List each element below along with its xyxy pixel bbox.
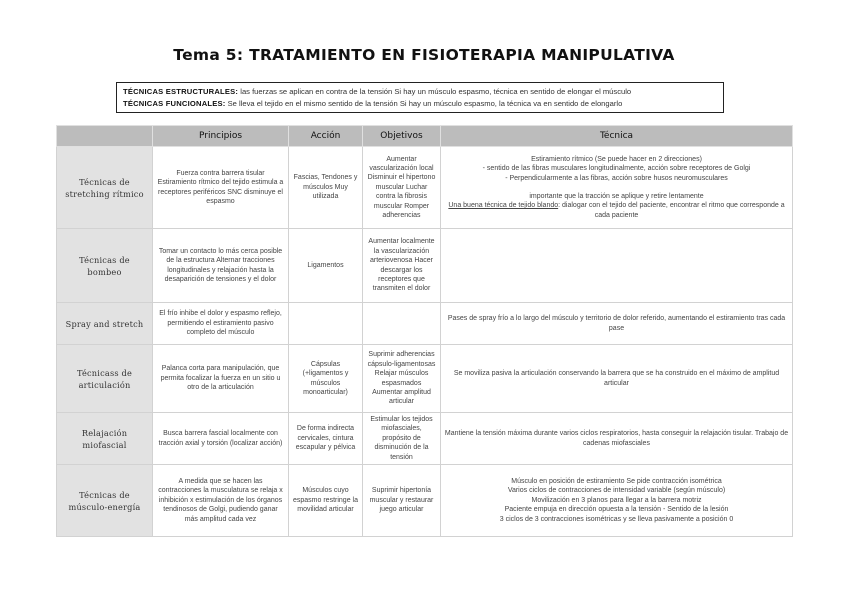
row-heading: Técnicass de articulación (57, 345, 153, 413)
cell-objetivos: Suprimir adherencias cápsulo-ligamentosas Relajar músculos espasmados Aumentar amplitud articular (363, 345, 441, 413)
tecnica-line: 3 ciclos de 3 contracciones isométricas y se lleva pasivamente a posición 0 (499, 515, 734, 523)
header-blank (57, 126, 153, 147)
table-row (57, 345, 793, 413)
cell-objetivos: Aumentar localmente la vascularización arteriovenosa Hacer descargar los receptores que transmiten el dolor (363, 229, 441, 303)
cell-tecnica: Se moviliza pasiva la articulación conservando la barrera que se ha construido en el máximo de amplitud articular (441, 345, 793, 413)
cell-objetivos: Estimular los tejidos miofasciales, propósito de disminución de la tensión (363, 413, 441, 465)
cell-principios: El frío inhibe el dolor y espasmo reflejo, permitiendo el estiramiento pasivo completo del músculo (153, 303, 289, 345)
table-row (57, 413, 793, 465)
header-accion: Acción (289, 126, 363, 147)
cell-tecnica: Pases de spray frío a lo largo del músculo y territorio de dolor referido, aumentando el estiramiento tras cada pase (441, 303, 793, 345)
row-heading: Técnicas de stretching rítmico (57, 147, 153, 229)
header-tecnica: Técnica (441, 126, 793, 147)
cell-accion: Cápsulas (+ligamentos y músculos monoarticular) (289, 345, 363, 413)
definition-functional (123, 98, 717, 110)
tecnica-line: - Perpendicularmente a las fibras, acción sobre husos neuromusculares (505, 174, 728, 182)
definition-text: las fuerzas se aplican en contra de la tensión Si hay un músculo espasmo, técnica en sentido de elongar el músculo (238, 87, 632, 96)
cell-accion: Fascias, Tendones y músculos Muy utilizada (289, 147, 363, 229)
tecnica-line: Músculo en posición de estiramiento Se pide contracción isométrica (511, 478, 722, 486)
cell-tecnica (441, 147, 793, 229)
cell-objetivos: Suprimir hipertonía muscular y restaurar juego articular (363, 465, 441, 537)
cell-principios: Fuerza contra barrera tisular Estiramiento rítmico del tejido estimula a receptores periféricos SNC disminuye el espasmo (153, 147, 289, 229)
tecnica-line: Una buena técnica de tejido blando: dialogar con el tejido del paciente, encontrar el ritmo que corresponde a cada paciente (448, 202, 785, 219)
cell-principios: Busca barrera fascial localmente con tracción axial y torsión (localizar acción) (153, 413, 289, 465)
page-title: Tema 5: TRATAMIENTO EN FISIOTERAPIA MANIPULATIVA (173, 46, 675, 64)
definitions-box (116, 82, 724, 113)
table-row (57, 465, 793, 537)
cell-tecnica (441, 465, 793, 537)
row-heading: Técnicas de músculo-energía (57, 465, 153, 537)
header-principios: Principios (153, 126, 289, 147)
cell-principios: A medida que se hacen las contracciones la musculatura se relaja x inhibición x estimulación de los órganos tendinosos de Golgi, pudiendo ganar más amplitud cada vez (153, 465, 289, 537)
cell-accion: Músculos cuyo espasmo restringe la movilidad articular (289, 465, 363, 537)
tecnica-line: - sentido de las fibras musculares longitudinalmente, acción sobre receptores de Golgi (482, 165, 751, 173)
definition-term: TÉCNICAS FUNCIONALES: (123, 98, 226, 108)
row-heading: Spray and stretch (57, 303, 153, 345)
techniques-table (56, 125, 793, 537)
cell-objetivos: Aumentar vascularización local Disminuir el hipertono muscular Luchar contra la fibrosis muscular Romper adherencias (363, 147, 441, 229)
tecnica-line: Estiramiento rítmico (Se puede hacer en 2 direcciones) (531, 155, 702, 163)
table-row (57, 147, 793, 229)
row-heading: Técnicas de bombeo (57, 229, 153, 303)
tecnica-line: Movilización en 3 planos para llegar a la barrera motriz (531, 496, 702, 504)
cell-tecnica (441, 229, 793, 303)
table-row (57, 229, 793, 303)
tecnica-line: Varios ciclos de contracciones de intensidad variable (según músculo) (507, 487, 726, 495)
cell-tecnica: Mantiene la tensión máxima durante varios ciclos respiratorios, hasta conseguir la relajación tisular. Trabajo de cadenas miofasciales (441, 413, 793, 465)
tecnica-line: Paciente empuja en dirección opuesta a la tensión - Sentido de la lesión (504, 506, 729, 514)
table-row (57, 303, 793, 345)
row-heading: Relajación miofascial (57, 413, 153, 465)
definition-text: Se lleva el tejido en el mismo sentido de la tensión Si hay un músculo espasmo, la técnica va en sentido de elongarlo (225, 98, 623, 108)
cell-accion: De forma indirecta cervicales, cintura escapular y pélvica (289, 413, 363, 465)
table-header-row (57, 126, 793, 147)
cell-accion: Ligamentos (289, 229, 363, 303)
cell-principios: Palanca corta para manipulación, que permita focalizar la fuerza en un sitio u otro de la articulación (153, 345, 289, 413)
cell-objetivos (363, 303, 441, 345)
cell-accion (289, 303, 363, 345)
header-objetivos: Objetivos (363, 126, 441, 147)
definition-structural (123, 86, 717, 98)
tecnica-line: importante que la tracción se aplique y retire lentamente (529, 193, 704, 200)
definition-term: TÉCNICAS ESTRUCTURALES: (123, 87, 239, 96)
cell-principios: Tomar un contacto lo más cerca posible de la estructura Alternar tracciones longitudinales y relajación hasta la desaparición de tensiones y el dolor (153, 229, 289, 303)
